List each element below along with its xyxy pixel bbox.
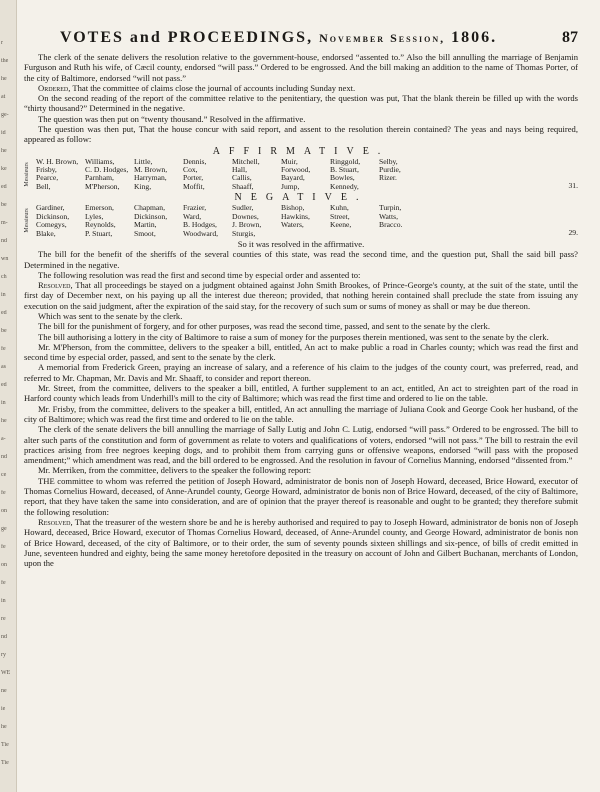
paragraph: Mr. M'Pherson, from the committee, delivers to the speaker a bill, entitled, An act to make public a road in Charles county; which was read the first and second time by especial order, passed, and sent to the senate by the clerk.	[24, 341, 578, 363]
member-name: Bayard,	[281, 173, 305, 183]
member-name: Watts,	[379, 211, 399, 221]
gutter-fragment: nd	[1, 634, 7, 640]
paragraph-label: Ordered,	[38, 82, 71, 93]
gutter-fragment: r	[1, 40, 3, 46]
gutter-fragment: be	[1, 202, 7, 208]
member-name: Turpin,	[379, 203, 402, 213]
paragraph-label: Resolved,	[38, 280, 73, 291]
member-name: Dickinson,	[36, 211, 70, 221]
vote-column	[379, 158, 428, 192]
gutter-fragment: in	[1, 292, 6, 298]
member-name: Muir,	[281, 156, 298, 166]
vote-column	[232, 158, 281, 192]
vote-columns	[36, 158, 578, 192]
negative-count: 29.	[568, 227, 578, 237]
member-name: Hawkins,	[281, 211, 310, 221]
gutter-fragment: ne	[1, 688, 7, 694]
negative-vote-list	[24, 204, 578, 238]
gutter-fragment: nd	[1, 238, 7, 244]
affirmative-vote-list	[24, 158, 578, 192]
vote-columns	[36, 204, 578, 238]
member-name: Jump,	[281, 181, 300, 191]
gutter-fragment: in	[1, 400, 6, 406]
gutter-fragment: he	[1, 724, 7, 730]
gutter-fragment: fe	[1, 490, 6, 496]
paragraph-label: Resolved,	[38, 516, 73, 527]
member-name: Waters,	[281, 220, 304, 230]
member-name: Ward,	[183, 211, 202, 221]
member-name: Purdie,	[379, 165, 401, 175]
paragraph-text: That the treasurer of the western shore be and he is hereby authorised and required to pay to Joseph Howard, administrator de bonis non of Joseph Howard, deceased, Brice Howard, executor of Thomas Cornelius Howard, deceased, of Anne-Arundel county, and George Howard, administrator de bonis non of Brice Howard, deceased, of the city of Baltimore, or to their order, the sum of seventy pounds sixteen shillings and six-pence, of bills of credit emitted in June, seventeen hundred and eighty, being the same money heretofore deposited in the treasury on account of John and Gilbert Buchanan, merchants of London, upon the	[24, 516, 578, 569]
member-name: Frisby,	[36, 165, 57, 175]
negative-heading: NEGATIVE.	[234, 192, 368, 204]
vote-column	[134, 158, 183, 192]
gutter-fragment: at	[1, 94, 6, 100]
gutter-fragment: fe	[1, 346, 6, 352]
member-name: Hall,	[232, 165, 247, 175]
member-name: Parnham,	[85, 173, 114, 183]
adjacent-page-gutter	[0, 0, 17, 792]
gutter-fragment: in	[1, 598, 6, 604]
gutter-fragment: as	[1, 364, 6, 370]
vote-column	[379, 204, 428, 238]
paragraph: Which was sent to the senate by the clerk.	[38, 311, 183, 321]
title-year: 1806.	[451, 29, 498, 46]
member-name: Gardiner,	[36, 203, 65, 213]
paragraph	[24, 517, 578, 568]
paragraph: The clerk of the senate delivers the resolution relative to the government-house, endorsed “assented to.” Also the bill annulling the marriage of Benjamin Furguson and Ruth his wife, of Cæcil county, endorsed “will pass.” Ordered to be engrossed. And the bill making an addition to the name of Thomas Porter, of the city of Baltimore, endorsed “will not pass.”	[24, 52, 578, 83]
member-name: Blake,	[36, 228, 56, 238]
member-name: Comegys,	[36, 220, 67, 230]
vote-column	[330, 204, 379, 238]
page-header	[30, 29, 580, 51]
page-body	[24, 52, 578, 568]
paragraph: The bill authorising a lottery in the city of Baltimore to raise a sum of money for the purposes therein mentioned, was sent to the senate by the clerk.	[38, 331, 549, 342]
gutter-fragment: ed	[1, 310, 7, 316]
vote-column	[281, 204, 330, 238]
vote-column	[85, 158, 134, 192]
member-name: Bracco.	[379, 220, 403, 230]
vote-column	[36, 204, 85, 238]
page-number: 87	[562, 29, 578, 46]
member-name: Kennedy,	[330, 181, 359, 191]
member-name: B. Stuart,	[330, 165, 359, 175]
member-name: Bowles,	[330, 173, 355, 183]
gutter-fragment: he	[1, 148, 7, 154]
paragraph	[24, 83, 578, 93]
member-name: Emerson,	[85, 203, 114, 213]
member-name: C. D. Hodges,	[85, 165, 129, 175]
gutter-fragment: ie	[1, 706, 6, 712]
gutter-fragment: id	[1, 130, 6, 136]
member-name: Cox,	[183, 165, 198, 175]
member-name: Dickinson,	[134, 211, 168, 221]
member-name: Callis,	[232, 173, 252, 183]
paragraph: Mr. Frisby, from the committee, delivers to the speaker a bill, entitled, An act annulling the marriage of Juliana Cook and George Cook her husband, of the city of Baltimore; which was read the first time and ordered to lie on the table.	[24, 403, 578, 424]
gutter-fragment: on	[1, 562, 7, 568]
gutter-fragment: ce	[1, 472, 7, 478]
member-name: M'Pherson,	[85, 181, 120, 191]
affirmative-heading: AFFIRMATIVE.	[212, 145, 390, 157]
gutter-fragment: re	[1, 616, 6, 622]
paragraph: The bill for the benefit of the sheriffs of the several counties of this state, was read the second time, and the question put, Shall the said bill pass? Determined in the negative.	[24, 249, 578, 270]
vote-column	[330, 158, 379, 192]
vote-column	[134, 204, 183, 238]
gutter-fragment: ke	[1, 166, 7, 172]
gutter-fragment: fe	[1, 544, 6, 550]
paragraph: The following resolution was read the first and second time by especial order and assented to:	[38, 269, 361, 280]
member-name: Keene,	[330, 220, 352, 230]
vote-column	[281, 158, 330, 192]
vote-column	[85, 204, 134, 238]
member-name: Mitchell,	[232, 156, 260, 166]
gutter-fragment: m-	[1, 220, 8, 226]
member-name: M. Brown,	[134, 165, 168, 175]
paragraph	[24, 280, 578, 311]
paragraph-text: That the committee of claims close the journal of accounts including Sunday next.	[70, 82, 356, 93]
paragraph: Mr. Merriken, from the committee, delivers to the speaker the following report:	[38, 465, 312, 476]
member-name: Harryman,	[134, 173, 167, 183]
member-name: Lyles,	[85, 211, 104, 221]
member-name: Rizer.	[379, 173, 397, 183]
member-name: Bell,	[36, 181, 51, 191]
member-name: J. Brown,	[232, 220, 262, 230]
title-main: VOTES and PROCEEDINGS,	[60, 29, 314, 46]
gutter-fragment: a-	[1, 436, 6, 442]
member-name: Chapman,	[134, 203, 166, 213]
gutter-fragment: Tie	[1, 760, 9, 766]
vote-column	[36, 158, 85, 192]
member-name: Dennis,	[183, 156, 207, 166]
vote-side-label: Messieurs	[24, 162, 30, 187]
gutter-fragment: wn	[1, 256, 9, 262]
gutter-fragment: on	[1, 508, 7, 514]
gutter-fragment: WE	[1, 670, 11, 676]
page-title	[60, 29, 497, 47]
member-name: Porter,	[183, 173, 204, 183]
gutter-fragment: Tie	[1, 742, 9, 748]
member-name: Reynolds,	[85, 220, 116, 230]
affirmative-count: 31.	[568, 181, 578, 190]
member-name: Smoot,	[134, 228, 156, 238]
vote-column	[232, 204, 281, 238]
member-name: Kuhn,	[330, 203, 349, 213]
member-name: Little,	[134, 156, 153, 166]
paragraph: The question was then put, That the house concur with said report, and assent to the resolution therein contained? The yeas and nays being required, appeared as follow:	[24, 124, 578, 145]
member-name: Street,	[330, 211, 350, 221]
paragraph: THE committee to whom was referred the petition of Joseph Howard, administrator de bonis non of Joseph Howard, deceased, Brice Howard, executor of Thomas Cornelius Howard, deceased, of Anne-Arundel county, George Howard, administrator de bonis non of Brice Howard, deceased, of the city of Baltimore, report, that they have taken the same into consideration, and are of opinion that the prayer thereof is reasonable and ought to be granted; they therefore submit the following resolution:	[24, 475, 578, 517]
member-name: Woodward,	[183, 228, 219, 238]
gutter-fragment: ed	[1, 382, 7, 388]
member-name: Bishop,	[281, 203, 305, 213]
gutter-fragment: fe	[1, 580, 6, 586]
paragraph: Mr. Street, from the committee, delivers to the speaker a bill, entitled, A further supplement to an act, entitled, An act to streighten part of the road in Harford county which leads from Underhill's mill to the city of Baltimore; which was read the first time and ordered to lie on the table.	[24, 383, 578, 404]
vote-column	[183, 204, 232, 238]
member-name: Sturgis,	[232, 228, 256, 238]
member-name: Selby,	[379, 156, 398, 166]
gutter-fragment: ed	[1, 184, 7, 190]
member-name: Frazier,	[183, 203, 207, 213]
member-name: Pearce,	[36, 173, 59, 183]
vote-column	[183, 158, 232, 192]
member-name: King,	[134, 181, 152, 191]
gutter-fragment: ch	[1, 274, 7, 280]
gutter-fragment: ge	[1, 526, 7, 532]
member-name: Williams,	[85, 156, 115, 166]
paragraph: The clerk of the senate delivers the bill annulling the marriage of Sally Lutig and John C. Lutig, endorsed “will pass.” Ordered to be engrossed. The bill to alter such parts of the constitution and form of government as relate to voters and qualifications of voters, endorsed “will not pass.” The bill to restrain the evil practices arising from free negroes keeping dogs, and to prohibit them from carrying guns or offensive weapons, endorsed “will pass with the proposed amendment;” which amendment was read, and the bill ordered to be engrossed. And the resolution in favour of Cornelius Manning, endorsed “dissented from.”	[24, 424, 578, 466]
gutter-fragment: ge-	[1, 112, 9, 118]
paragraph: On the second reading of the report of the committee relative to the penitentiary, the question was put, That the blank therein be filled up with the words “thirty thousand?” Determined in the negative.	[24, 93, 578, 114]
gutter-fragment: the	[1, 58, 9, 64]
gutter-fragment: he	[1, 76, 7, 82]
member-name: Moffit,	[183, 181, 205, 191]
vote-side-label: Messieurs	[24, 208, 30, 234]
member-name: Forwood,	[281, 165, 311, 175]
gutter-fragment: ry	[1, 652, 6, 658]
member-name: B. Hodges,	[183, 220, 217, 230]
gutter-fragment: nd	[1, 454, 7, 460]
paragraph-text: That all proceedings be stayed on a judgment obtained against John Smith Brookes, of Prince-George's county, at the suit of the state, until the first day of December next, on his paying up all the interest due thereon; provided, that nothing herein contained shall preclude the state from issuing any execution on the said judgment, after the expiration of the said stay, for the recovery of such sum or sums of money as shall or may be due thereon.	[24, 280, 578, 311]
gutter-fragment: be	[1, 328, 7, 334]
title-session: November Session,	[319, 31, 446, 45]
member-name: Downes,	[232, 211, 259, 221]
member-name: W. H. Brown,	[36, 156, 79, 166]
member-name: Sudler,	[232, 203, 254, 213]
member-name: Shaaff,	[232, 181, 254, 191]
paragraph: The bill for the punishment of forgery, and for other purposes, was read the second time, passed, and sent to the senate by the clerk.	[38, 321, 490, 332]
member-name: Ringgold,	[330, 156, 361, 166]
paragraph: A memorial from Frederick Green, praying an increase of salary, and a reference of his claim to the judges of the county court, was preferred, read, and referred to Mr. Chapman, Mr. Davis and Mr. Shaaff, to consider and report thereon.	[24, 362, 578, 383]
member-name: Martin,	[134, 220, 157, 230]
vote-result: So it was resolved in the affirmative.	[237, 238, 365, 249]
member-name: P. Stuart,	[85, 228, 113, 238]
gutter-fragment: he	[1, 418, 7, 424]
paragraph: The question was then put on “twenty thousand.” Resolved in the affirmative.	[38, 113, 306, 124]
